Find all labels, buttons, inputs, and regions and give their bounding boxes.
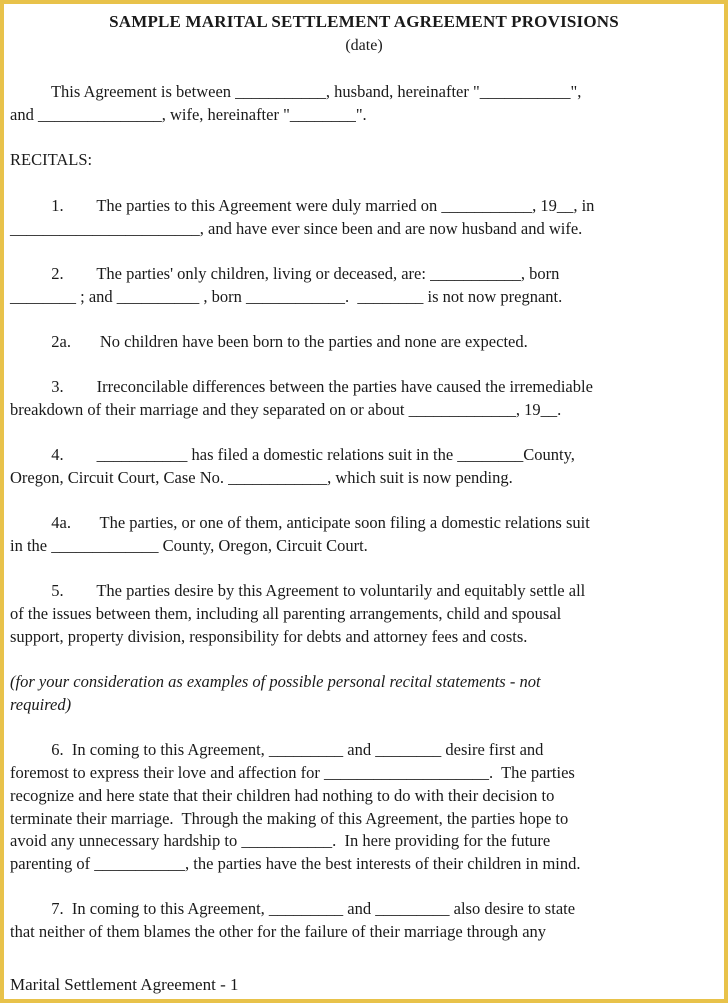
recital-6-line-2: foremost to express their love and affection for ____________________. The parties	[10, 763, 575, 782]
recital-2-line-2: ________ ; and __________ , born ____________. ________ is not now pregnant.	[10, 287, 563, 306]
recital-5-line-2: of the issues between them, including all parenting arrangements, child and spousal	[10, 604, 562, 623]
recital-7-line-2: that neither of them blames the other for the failure of their marriage through any	[10, 922, 547, 941]
recital-4-line-2: Oregon, Circuit Court, Case No. ____________, which suit is now pending.	[10, 468, 513, 487]
recital-6-line-5: avoid any unnecessary hardship to ___________. In here providing for the future	[10, 831, 551, 850]
recital-6-line-1: 6. In coming to this Agreement, _________ and ________ desire first and	[10, 740, 544, 759]
recital-1-line-2: _______________________, and have ever since been and are now husband and wife.	[10, 219, 583, 238]
recital-1-line-1: 1. The parties to this Agreement were duly married on ___________, 19__, in	[10, 196, 595, 215]
recital-4a-line-1: 4a. The parties, or one of them, anticipate soon filing a domestic relations suit	[10, 513, 590, 532]
recital-3-line-1: 3. Irreconcilable differences between the parties have caused the irremediable	[10, 377, 593, 396]
document-title: SAMPLE MARITAL SETTLEMENT AGREEMENT PROVISIONS	[109, 12, 619, 31]
recital-4a-line-2: in the _____________ County, Oregon, Circuit Court.	[10, 536, 368, 555]
recital-3-line-2: breakdown of their marriage and they separated on or about _____________, 19__.	[10, 400, 562, 419]
recitals-heading: RECITALS:	[10, 150, 93, 169]
document-date-label: (date)	[345, 37, 383, 54]
intro-line-2: and _______________, wife, hereinafter "________".	[10, 105, 367, 124]
recital-4-line-1: 4. ___________ has filed a domestic relations suit in the ________County,	[10, 445, 575, 464]
intro-line-1: This Agreement is between ___________, husband, hereinafter "___________",	[10, 82, 582, 101]
note-line-1: (for your consideration as examples of possible personal recital statements - not	[10, 672, 541, 691]
page-footer: Marital Settlement Agreement - 1	[10, 975, 239, 994]
recital-5-line-1: 5. The parties desire by this Agreement to voluntarily and equitably settle all	[10, 581, 586, 600]
recital-2-line-1: 2. The parties' only children, living or deceased, are: ___________, born	[10, 264, 560, 283]
recital-5-line-3: support, property division, responsibility for debts and attorney fees and costs.	[10, 627, 528, 646]
recital-2a-line-1: 2a. No children have been born to the parties and none are expected.	[10, 332, 528, 351]
recital-7-line-1: 7. In coming to this Agreement, _________ and _________ also desire to state	[10, 899, 576, 918]
recital-6-line-3: recognize and here state that their children had nothing to do with their decision to	[10, 786, 555, 805]
recital-6-line-6: parenting of ___________, the parties have the best interests of their children in mind.	[10, 854, 581, 873]
recital-6-line-4: terminate their marriage. Through the making of this Agreement, the parties hope to	[10, 809, 569, 828]
note-line-2: required)	[10, 695, 72, 714]
